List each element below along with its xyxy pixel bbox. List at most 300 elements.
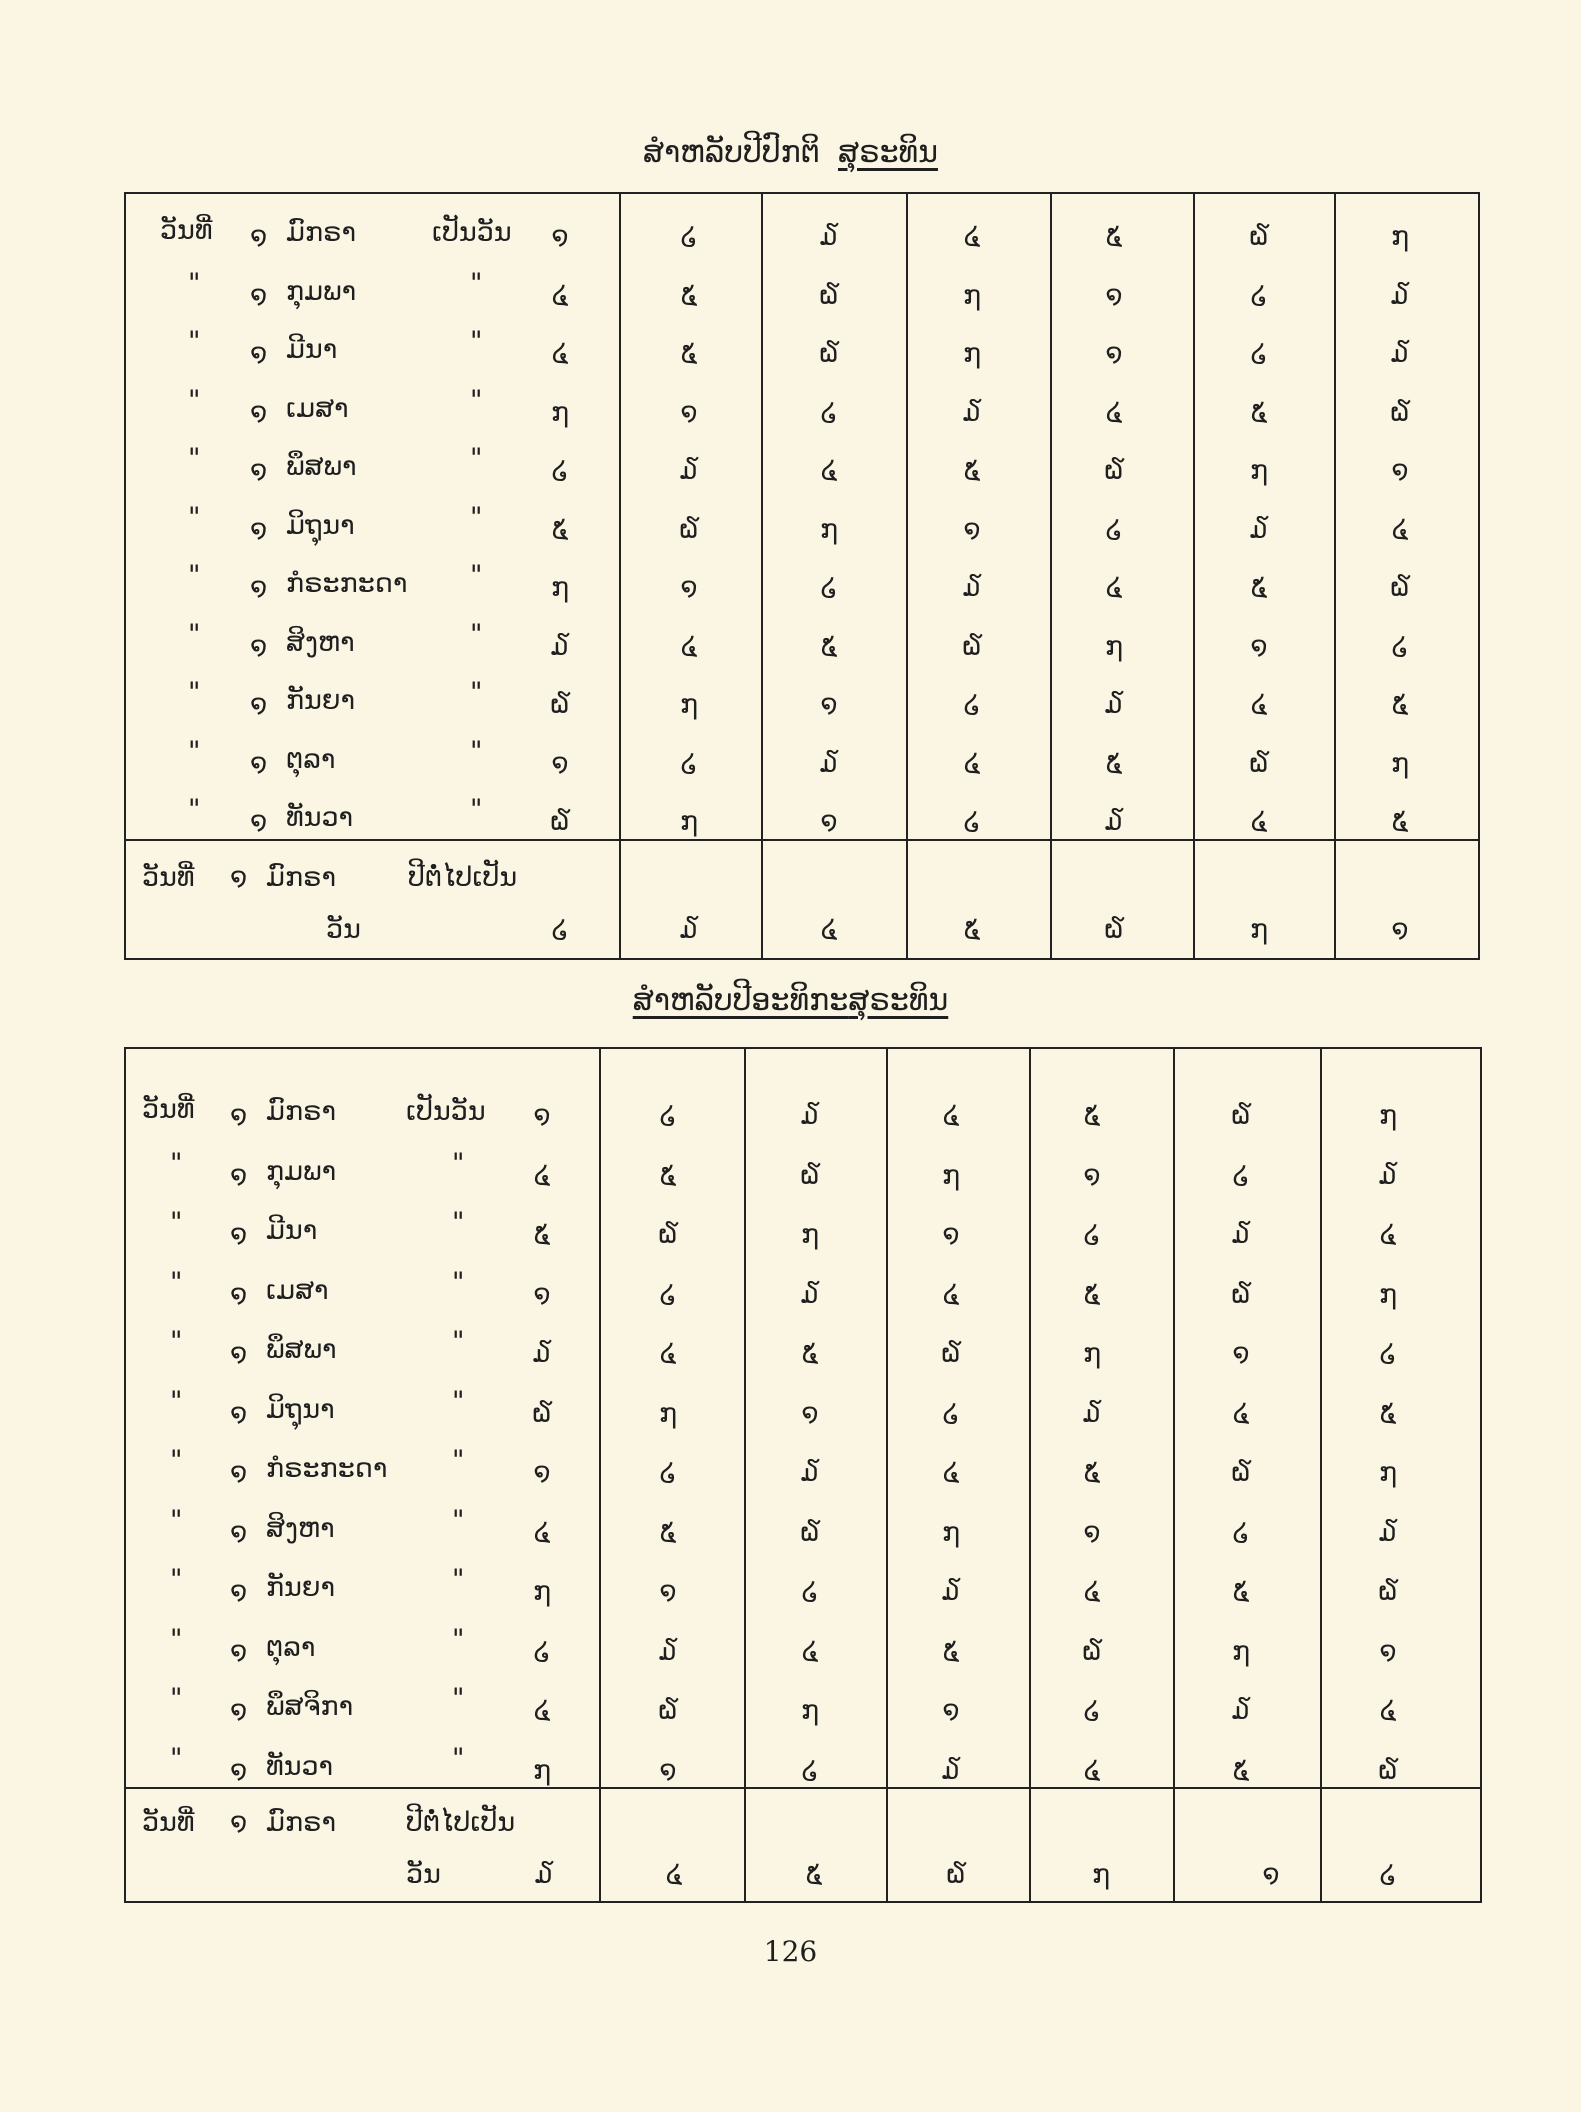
day-cell: ໓ <box>1104 689 1124 720</box>
day-cell: ໔ <box>1083 1576 1101 1607</box>
day-cell: ໖ <box>1249 221 1269 252</box>
table1-title-main: ສຳຫລັບປີປົກຕິ <box>643 135 820 170</box>
day-cell: ໑ <box>680 396 698 428</box>
day-cell: ໒ <box>1083 1219 1101 1250</box>
column-divider <box>1320 1049 1322 1901</box>
day-cell: ໕ <box>1105 221 1123 252</box>
normal-year-table <box>124 192 1480 960</box>
footer-day-cell: ໗ <box>1249 914 1269 945</box>
day-cell: ໑ <box>963 513 981 545</box>
leap-year-table <box>124 1047 1482 1903</box>
footer-day-cell: ໕ <box>805 1859 823 1890</box>
row-number: ໑ <box>250 806 268 837</box>
ditto-mark: " <box>452 1623 465 1655</box>
day-cell: ໒ <box>801 1754 819 1786</box>
day-cell: ໖ <box>1378 1754 1398 1786</box>
day-cell: ໑ <box>801 1397 819 1429</box>
day-cell: ໑ <box>533 1278 551 1310</box>
is-day-label: ເປັນວັນ <box>432 217 512 248</box>
day-cell: ໕ <box>1232 1576 1250 1607</box>
day-cell: ໒ <box>820 572 838 603</box>
row-number: ໑ <box>230 1457 248 1488</box>
month-name: ສິງຫາ <box>266 1512 335 1544</box>
day-cell: ໓ <box>1231 1695 1251 1726</box>
day-cell: ໑ <box>820 806 838 837</box>
footer-day-cell: ໑ <box>1391 914 1409 945</box>
ditto-mark: " <box>188 443 201 474</box>
ditto-mark: " <box>188 501 201 533</box>
ditto-mark: " <box>188 677 201 708</box>
day-cell: ໗ <box>1378 1457 1398 1488</box>
ditto-mark: " <box>452 1683 465 1714</box>
day-cell: ໓ <box>1104 806 1124 837</box>
day-cell: ໕ <box>1391 806 1409 837</box>
month-name: ພຶສຈິກາ <box>266 1691 354 1722</box>
day-cell: ໗ <box>532 1754 552 1786</box>
month-name: ພຶສພາ <box>286 451 357 482</box>
row-number: ໑ <box>250 572 268 603</box>
day-cell: ໕ <box>1379 1397 1397 1429</box>
day-cell: ໗ <box>1104 630 1124 662</box>
day-cell: ໑ <box>1105 338 1123 369</box>
footer-divider <box>126 839 1478 841</box>
footer-divider <box>126 1787 1480 1789</box>
ditto-mark: " <box>470 618 483 650</box>
footer-prefix: ວັນທີ່ <box>142 862 195 893</box>
day-cell: ໖ <box>819 279 839 311</box>
column-divider <box>744 1049 746 1901</box>
ditto-mark: " <box>170 1445 183 1476</box>
day-cell: ໔ <box>963 221 981 252</box>
row-number: ໑ <box>230 1576 248 1607</box>
ditto-mark: " <box>188 735 201 767</box>
day-cell: ໔ <box>1379 1219 1397 1250</box>
day-cell: ໓ <box>800 1457 820 1488</box>
day-cell: ໓ <box>800 1278 820 1310</box>
footer-day-cell: ໒ <box>551 914 569 945</box>
month-name: ທັນວາ <box>286 802 354 833</box>
month-name: ກັນຍາ <box>286 685 356 716</box>
day-cell: ໖ <box>962 630 982 662</box>
day-cell: ໗ <box>532 1576 552 1607</box>
footer-day-cell: ໔ <box>820 914 838 945</box>
day-cell: ໔ <box>533 1159 551 1191</box>
footer-day-label: ວັນ <box>326 914 361 945</box>
day-cell: ໑ <box>680 572 698 603</box>
day-cell: ໓ <box>941 1576 961 1607</box>
day-cell: ໔ <box>551 338 569 369</box>
ditto-mark: " <box>470 560 483 591</box>
ditto-mark: " <box>188 326 201 357</box>
ditto-mark: " <box>170 1326 183 1357</box>
day-cell: ໖ <box>1390 396 1410 428</box>
ditto-mark: " <box>170 1266 183 1298</box>
day-cell: ໒ <box>680 221 698 252</box>
day-cell: ໖ <box>1378 1576 1398 1607</box>
footer-next-year: ປີຕໍ່ໄປເປັນ <box>408 862 518 893</box>
day-cell: ໖ <box>658 1695 678 1726</box>
day-cell: ໖ <box>1231 1100 1251 1131</box>
day-cell: ໖ <box>1082 1635 1102 1667</box>
day-cell: ໓ <box>1231 1219 1251 1250</box>
ditto-mark: " <box>188 267 201 299</box>
day-cell: ໕ <box>801 1338 819 1369</box>
month-name: ຕຸລາ <box>286 743 336 775</box>
day-cell: ໓ <box>941 1754 961 1786</box>
day-cell: ໕ <box>1083 1278 1101 1310</box>
ditto-mark: " <box>470 443 483 474</box>
row-number: ໑ <box>230 1516 248 1548</box>
day-cell: ໓ <box>532 1338 552 1369</box>
row-number: ໑ <box>250 747 268 779</box>
day-cell: ໕ <box>1083 1457 1101 1488</box>
day-cell: ໑ <box>820 689 838 720</box>
footer-day-cell: ໑ <box>1262 1859 1280 1890</box>
column-divider <box>619 194 621 958</box>
ditto-mark: " <box>470 267 483 299</box>
ditto-mark: " <box>170 1623 183 1655</box>
day-cell: ໔ <box>942 1457 960 1488</box>
day-cell: ໔ <box>1391 513 1409 545</box>
day-cell: ໖ <box>941 1338 961 1369</box>
footer-day-cell: ໓ <box>679 914 699 945</box>
row-number: ໑ <box>250 455 268 486</box>
day-cell: ໕ <box>942 1635 960 1667</box>
ditto-mark: " <box>452 1564 465 1595</box>
ditto-mark: " <box>452 1266 465 1298</box>
month-name: ພຶສພາ <box>266 1334 337 1365</box>
ditto-mark: " <box>452 1504 465 1536</box>
day-cell: ໗ <box>679 689 699 720</box>
month-name: ຕຸລາ <box>266 1631 316 1663</box>
day-cell: ໓ <box>1390 279 1410 311</box>
ditto-mark: " <box>188 560 201 591</box>
day-cell: ໖ <box>679 513 699 545</box>
row-number: ໑ <box>230 1278 248 1310</box>
day-cell: ໒ <box>680 747 698 779</box>
footer-day-cell: ໖ <box>946 1859 966 1890</box>
day-cell: ໕ <box>1083 1100 1101 1131</box>
day-cell: ໔ <box>942 1100 960 1131</box>
ditto-mark: " <box>188 794 201 825</box>
day-cell: ໕ <box>680 279 698 311</box>
day-cell: ໖ <box>800 1159 820 1191</box>
day-cell: ໗ <box>800 1695 820 1726</box>
column-divider <box>599 1049 601 1901</box>
day-cell: ໑ <box>533 1100 551 1131</box>
footer-month: ມົກຣາ <box>266 862 337 893</box>
day-cell: ໖ <box>1249 747 1269 779</box>
day-cell: ໖ <box>1231 1457 1251 1488</box>
row-number: ໑ <box>230 1754 248 1786</box>
day-cell: ໔ <box>680 630 698 662</box>
month-name: ກໍຣະກະດາ <box>266 1453 388 1484</box>
page-number: 126 <box>763 1935 818 1968</box>
day-cell: ໒ <box>1083 1695 1101 1726</box>
day-cell: ໓ <box>550 630 570 662</box>
footer-day-cell: ໔ <box>665 1859 683 1890</box>
ditto-mark: " <box>470 735 483 767</box>
day-cell: ໓ <box>1249 513 1269 545</box>
footer-prefix: ວັນທີ່ <box>142 1807 195 1838</box>
ditto-mark: " <box>170 1683 183 1714</box>
day-cell: ໒ <box>659 1278 677 1310</box>
day-cell: ໗ <box>941 1159 961 1191</box>
row-prefix: ວັນທີ່ <box>160 215 213 246</box>
row-number: ໑ <box>250 338 268 369</box>
month-name: ມິຖຸນາ <box>266 1393 335 1425</box>
day-cell: ໒ <box>963 689 981 720</box>
day-cell: ໖ <box>658 1219 678 1250</box>
footer-number: ໑ <box>230 1807 248 1838</box>
day-cell: ໑ <box>1250 630 1268 662</box>
day-cell: ໒ <box>659 1100 677 1131</box>
ditto-mark: " <box>170 1742 183 1774</box>
day-cell: ໗ <box>819 513 839 545</box>
day-cell: ໗ <box>1249 455 1269 486</box>
column-divider <box>1050 194 1052 958</box>
day-cell: ໑ <box>551 747 569 779</box>
footer-day-label: ວັນ <box>406 1859 441 1890</box>
month-name: ມີນາ <box>286 334 338 365</box>
day-cell: ໕ <box>533 1219 551 1250</box>
day-cell: ໓ <box>658 1635 678 1667</box>
table1-title <box>0 135 1581 170</box>
day-cell: ໑ <box>533 1457 551 1488</box>
day-cell: ໑ <box>659 1576 677 1607</box>
day-cell: ໗ <box>550 572 570 603</box>
day-cell: ໒ <box>1250 338 1268 369</box>
row-number: ໑ <box>250 630 268 662</box>
month-name: ກໍຣະກະດາ <box>286 568 408 599</box>
ditto-mark: " <box>188 384 201 416</box>
column-divider <box>1029 1049 1031 1901</box>
day-cell: ໔ <box>1250 806 1268 837</box>
month-name: ເມສາ <box>286 392 349 424</box>
row-number: ໑ <box>230 1159 248 1191</box>
day-cell: ໓ <box>1390 338 1410 369</box>
day-cell: ໗ <box>800 1219 820 1250</box>
ditto-mark: " <box>170 1564 183 1595</box>
footer-day-cell: ໒ <box>1379 1859 1397 1890</box>
day-cell: ໒ <box>1232 1516 1250 1548</box>
footer-day-cell: ໓ <box>534 1859 554 1890</box>
day-cell: ໒ <box>820 396 838 428</box>
month-name: ກຸມພາ <box>266 1155 337 1187</box>
ditto-mark: " <box>170 1385 183 1417</box>
is-day-label: ເປັນວັນ <box>406 1096 486 1127</box>
day-cell: ໑ <box>1379 1635 1397 1667</box>
day-cell: ໖ <box>1231 1278 1251 1310</box>
column-divider <box>906 194 908 958</box>
day-cell: ໔ <box>1083 1754 1101 1786</box>
day-cell: ໖ <box>1390 572 1410 603</box>
day-cell: ໒ <box>942 1397 960 1429</box>
row-number: ໑ <box>230 1219 248 1250</box>
column-divider <box>1193 194 1195 958</box>
ditto-mark: " <box>170 1207 183 1238</box>
ditto-mark: " <box>170 1504 183 1536</box>
day-cell: ໗ <box>941 1516 961 1548</box>
row-number: ໑ <box>230 1695 248 1726</box>
day-cell: ໗ <box>658 1397 678 1429</box>
day-cell: ໗ <box>962 279 982 311</box>
day-cell: ໖ <box>800 1516 820 1548</box>
day-cell: ໑ <box>1083 1159 1101 1191</box>
day-cell: ໗ <box>679 806 699 837</box>
row-number: ໑ <box>230 1397 248 1429</box>
ditto-mark: " <box>452 1742 465 1774</box>
month-name: ກັນຍາ <box>266 1572 336 1603</box>
ditto-mark: " <box>452 1326 465 1357</box>
day-cell: ໑ <box>942 1219 960 1250</box>
row-number: ໑ <box>230 1635 248 1667</box>
day-cell: ໓ <box>679 455 699 486</box>
day-cell: ໕ <box>680 338 698 369</box>
day-cell: ໕ <box>963 455 981 486</box>
day-cell: ໕ <box>659 1516 677 1548</box>
table2-title-main: ສຳຫລັບປີອະທິກະ <box>632 983 849 1018</box>
day-cell: ໒ <box>659 1457 677 1488</box>
day-cell: ໗ <box>1378 1100 1398 1131</box>
ditto-mark: " <box>452 1207 465 1238</box>
day-cell: ໒ <box>551 455 569 486</box>
table2-title <box>0 983 1581 1018</box>
ditto-mark: " <box>470 677 483 708</box>
ditto-mark: " <box>452 1147 465 1179</box>
day-cell: ໓ <box>819 221 839 252</box>
day-cell: ໗ <box>1390 221 1410 252</box>
ditto-mark: " <box>170 1147 183 1179</box>
month-name: ມົກຣາ <box>286 217 357 248</box>
day-cell: ໒ <box>1250 279 1268 311</box>
month-name: ກຸມພາ <box>286 275 357 307</box>
row-number: ໑ <box>230 1338 248 1369</box>
day-cell: ໒ <box>533 1635 551 1667</box>
day-cell: ໕ <box>1250 396 1268 428</box>
day-cell: ໖ <box>819 338 839 369</box>
day-cell: ໔ <box>801 1635 819 1667</box>
day-cell: ໖ <box>1104 455 1124 486</box>
day-cell: ໔ <box>963 747 981 779</box>
table2-title-suffix: ສຸຣະທິນ <box>848 983 949 1018</box>
footer-day-cell: ໗ <box>1091 1859 1111 1890</box>
day-cell: ໕ <box>1391 689 1409 720</box>
footer-day-cell: ໕ <box>963 914 981 945</box>
day-cell: ໔ <box>1105 572 1123 603</box>
day-cell: ໗ <box>1231 1635 1251 1667</box>
day-cell: ໗ <box>550 396 570 428</box>
ditto-mark: " <box>470 384 483 416</box>
day-cell: ໕ <box>1105 747 1123 779</box>
row-number: ໑ <box>250 396 268 428</box>
day-cell: ໔ <box>820 455 838 486</box>
day-cell: ໔ <box>942 1278 960 1310</box>
ditto-mark: " <box>470 326 483 357</box>
month-name: ທັນວາ <box>266 1750 334 1782</box>
row-prefix: ວັນທີ່ <box>142 1094 195 1125</box>
day-cell: ໗ <box>1390 747 1410 779</box>
day-cell: ໒ <box>963 806 981 837</box>
day-cell: ໕ <box>1250 572 1268 603</box>
day-cell: ໖ <box>532 1397 552 1429</box>
day-cell: ໑ <box>1083 1516 1101 1548</box>
column-divider <box>1334 194 1336 958</box>
day-cell: ໓ <box>1378 1516 1398 1548</box>
row-number: ໑ <box>230 1100 248 1131</box>
day-cell: ໗ <box>1378 1278 1398 1310</box>
day-cell: ໔ <box>659 1338 677 1369</box>
day-cell: ໓ <box>819 747 839 779</box>
footer-month: ມົກຣາ <box>266 1807 337 1838</box>
month-name: ມິຖຸນາ <box>286 509 355 541</box>
day-cell: ໕ <box>659 1159 677 1191</box>
day-cell: ໔ <box>1379 1695 1397 1726</box>
ditto-mark: " <box>452 1445 465 1476</box>
day-cell: ໔ <box>1105 396 1123 428</box>
footer-day-cell: ໖ <box>1104 914 1124 945</box>
month-name: ສິງຫາ <box>286 626 355 658</box>
table1-title-suffix: ສຸຣະທິນ <box>837 135 938 170</box>
row-number: ໑ <box>250 689 268 720</box>
column-divider <box>1173 1049 1175 1901</box>
footer-number: ໑ <box>230 862 248 893</box>
day-cell: ໖ <box>550 806 570 837</box>
row-number: ໑ <box>250 221 268 252</box>
day-cell: ໑ <box>551 221 569 252</box>
day-cell: ໒ <box>801 1576 819 1607</box>
day-cell: ໖ <box>550 689 570 720</box>
day-cell: ໔ <box>1250 689 1268 720</box>
day-cell: ໓ <box>962 572 982 603</box>
day-cell: ໓ <box>1378 1159 1398 1191</box>
row-number: ໑ <box>250 279 268 311</box>
ditto-mark: " <box>470 794 483 825</box>
day-cell: ໔ <box>533 1516 551 1548</box>
day-cell: ໒ <box>1391 630 1409 662</box>
day-cell: ໓ <box>800 1100 820 1131</box>
day-cell: ໑ <box>942 1695 960 1726</box>
ditto-mark: " <box>470 501 483 533</box>
column-divider <box>886 1049 888 1901</box>
day-cell: ໑ <box>1105 279 1123 311</box>
day-cell: ໗ <box>1082 1338 1102 1369</box>
day-cell: ໕ <box>551 513 569 545</box>
month-name: ມົກຣາ <box>266 1096 337 1127</box>
day-cell: ໒ <box>1105 513 1123 545</box>
day-cell: ໕ <box>820 630 838 662</box>
column-divider <box>761 194 763 958</box>
day-cell: ໒ <box>1379 1338 1397 1369</box>
ditto-mark: " <box>188 618 201 650</box>
footer-next-year: ປີຕໍ່ໄປເປັນ <box>406 1807 516 1838</box>
month-name: ມີນາ <box>266 1215 318 1246</box>
day-cell: ໓ <box>1082 1397 1102 1429</box>
day-cell: ໑ <box>659 1754 677 1786</box>
day-cell: ໑ <box>1391 455 1409 486</box>
day-cell: ໔ <box>1232 1397 1250 1429</box>
month-name: ເມສາ <box>266 1274 329 1306</box>
row-number: ໑ <box>250 513 268 545</box>
day-cell: ໗ <box>962 338 982 369</box>
day-cell: ໑ <box>1232 1338 1250 1369</box>
day-cell: ໔ <box>533 1695 551 1726</box>
day-cell: ໔ <box>551 279 569 311</box>
day-cell: ໓ <box>962 396 982 428</box>
day-cell: ໕ <box>1232 1754 1250 1786</box>
ditto-mark: " <box>452 1385 465 1417</box>
day-cell: ໒ <box>1232 1159 1250 1191</box>
